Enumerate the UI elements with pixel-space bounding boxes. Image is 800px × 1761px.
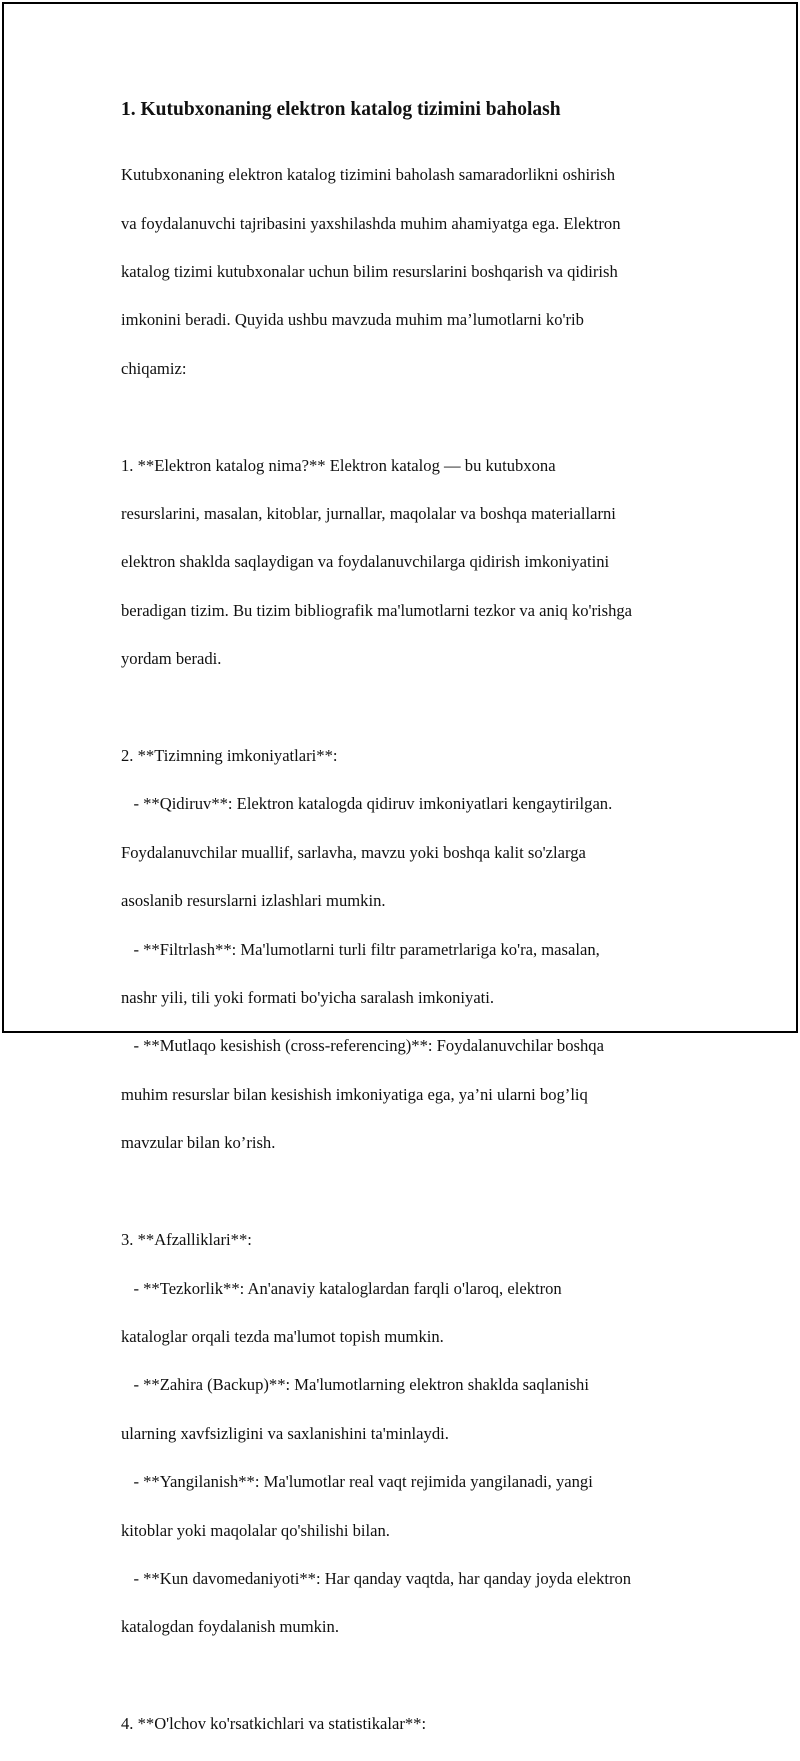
section-3-line: katalogdan foydalanish mumkin. [121, 1617, 339, 1637]
section-2-line: - **Qidiruv**: Elektron katalogda qidiruv imkoniyatlari kengaytirilgan. [121, 794, 613, 814]
section-3-line: - **Yangilanish**: Ma'lumotlar real vaqt rejimida yangilanadi, yangi [121, 1472, 593, 1492]
section-2-line: 2. **Tizimning imkoniyatlari**: [121, 746, 338, 766]
section-3-paragraph [121, 1204, 721, 1664]
section-2-line: Foydalanuvchilar muallif, sarlavha, mavzu yoki boshqa kalit so'zlarga [121, 842, 586, 862]
section-3-line: kitoblar yoki maqolalar qo'shilishi bilan. [121, 1520, 390, 1540]
paragraph-spacer [121, 696, 721, 720]
intro-line: chiqamiz: [121, 358, 187, 378]
section-1-line: beradigan tizim. Bu tizim bibliografik ma'lumotlarni tezkor va aniq ko'rishga [121, 600, 633, 620]
section-4-line: 4. **O'lchov ko'rsatkichlari va statistikalar**: [121, 1714, 427, 1734]
section-3-line: - **Zahira (Backup)**: Ma'lumotlarning elektron shaklda saqlanishi [121, 1375, 589, 1395]
intro-line: va foydalanuvchi tajribasini yaxshilashda muhim ahamiyatga ega. Elektron [121, 213, 621, 233]
section-2-line: muhim resurslar bilan kesishish imkoniyatiga ega, ya’ni ularni bog’liq [121, 1084, 588, 1104]
section-3-line: ularning xavfsizligini va saxlanishini ta'minlaydi. [121, 1423, 449, 1443]
intro-line: Kutubxonaning elektron katalog tizimini baholash samaradorlikni oshirish [121, 165, 616, 185]
paragraph-spacer [121, 1180, 721, 1204]
section-3-line: kataloglar orqali tezda ma'lumot topish mumkin. [121, 1326, 444, 1346]
paragraph-spacer [121, 405, 721, 429]
section-2-line: - **Filtrlash**: Ma'lumotlarni turli filtr parametrlariga ko'ra, masalan, [121, 939, 600, 959]
section-1-paragraph [121, 429, 721, 695]
section-1-line: resurslarini, masalan, kitoblar, jurnallar, maqolalar va boshqa materiallarni [121, 504, 616, 524]
document-title: 1. Kutubxonaning elektron katalog tizimini baholash [121, 99, 561, 120]
section-2-line: asoslanib resurslarni izlashlari mumkin. [121, 891, 386, 911]
section-2-paragraph [121, 720, 721, 1180]
section-2-line: - **Mutlaqo kesishish (cross-referencing)**: Foydalanuvchilar boshqa [121, 1036, 604, 1056]
intro-line: katalog tizimi kutubxonalar uchun bilim resurslarini boshqarish va qidirish [121, 262, 618, 282]
section-3-line: - **Tezkorlik**: An'anaviy kataloglardan farqli o'laroq, elektron [121, 1278, 562, 1298]
document-content [121, 97, 721, 1761]
document-page [2, 2, 798, 1734]
section-1-line: 1. **Elektron katalog nima?** Elektron katalog — bu kutubxona [121, 455, 556, 475]
section-3-line: 3. **Afzalliklari**: [121, 1230, 252, 1250]
intro-line: imkonini beradi. Quyida ushbu mavzuda muhim ma’lumotlarni ko'rib [121, 310, 584, 330]
paragraph-spacer [121, 1664, 721, 1688]
section-1-line: yordam beradi. [121, 649, 222, 669]
section-2-line: mavzular bilan ko’rish. [121, 1133, 276, 1153]
intro-paragraph [121, 139, 721, 405]
section-2-line: nashr yili, tili yoki formati bo'yicha saralash imkoniyati. [121, 988, 495, 1008]
section-4-paragraph [121, 1688, 721, 1761]
section-3-line: - **Kun davomedaniyoti**: Har qanday vaqtda, har qanday joyda elektron [121, 1568, 632, 1588]
section-1-line: elektron shaklda saqlaydigan va foydalanuvchilarga qidirish imkoniyatini [121, 552, 610, 572]
